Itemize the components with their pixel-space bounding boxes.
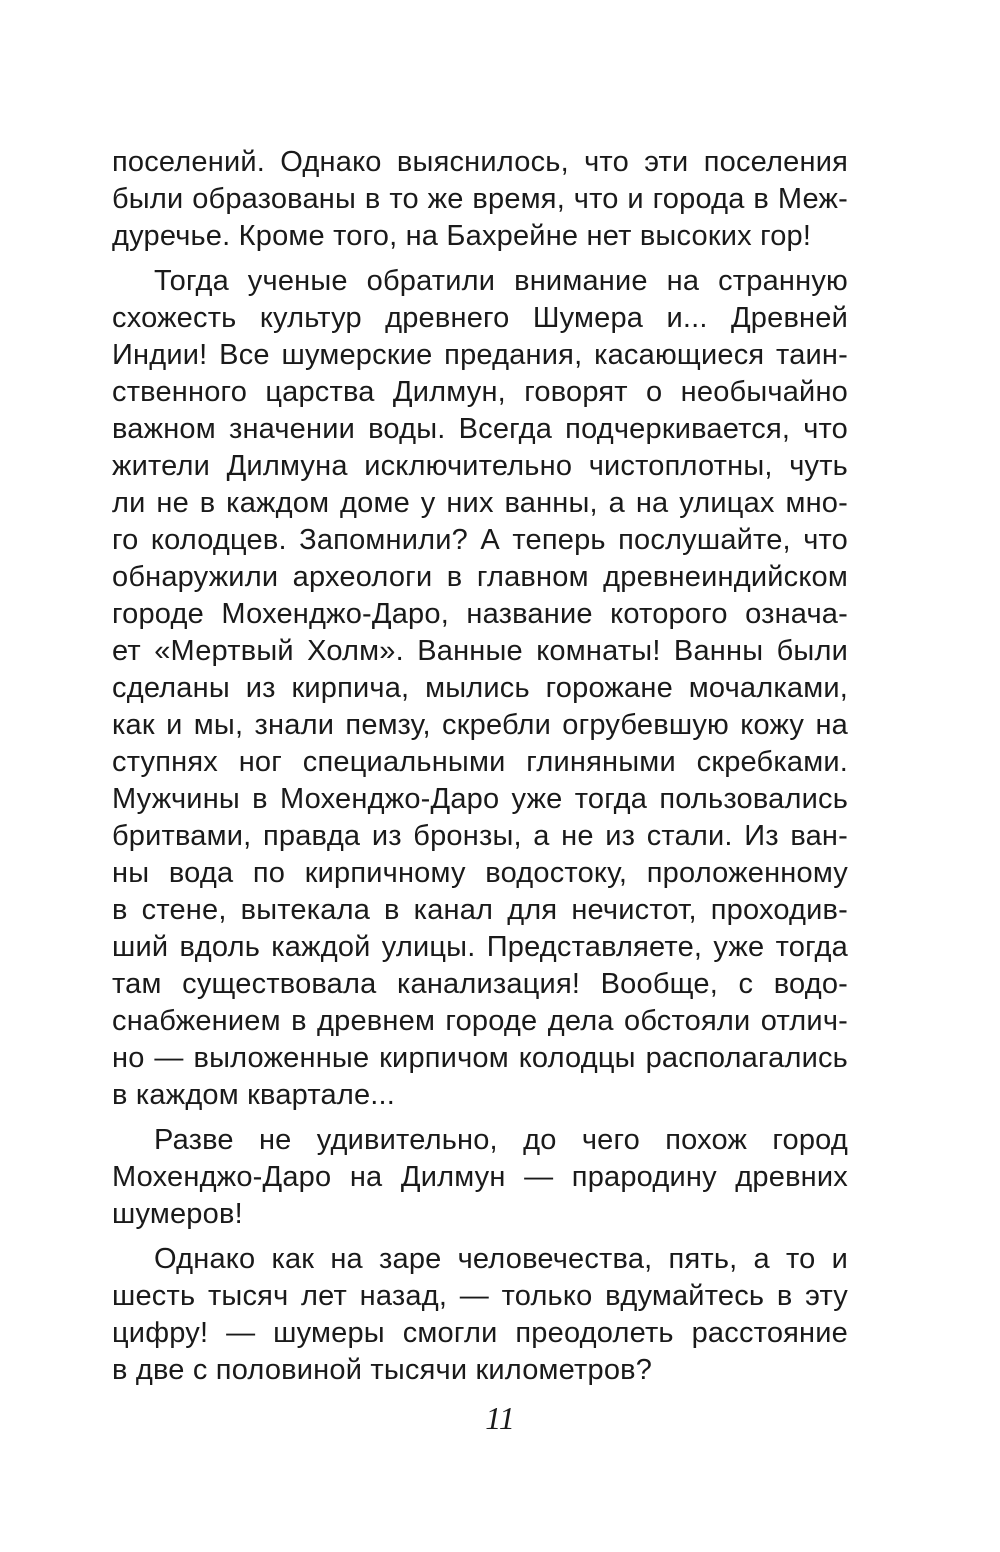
text-line: в стене, вытекала в канал для нечистот, проходив- (112, 894, 848, 926)
body-text (112, 144, 848, 1389)
text-line: ет «Мертвый Холм». Ванные комнаты! Ванны были (112, 635, 848, 667)
text-line: шумеров! (112, 1198, 243, 1230)
paragraph-gap (112, 1233, 848, 1241)
text-line: го колодцев. Запомнили? А теперь послушайте, что (112, 524, 848, 556)
text-line: обнаружили археологи в главном древнеиндийском (112, 561, 848, 593)
text-line: бритвами, правда из бронзы, а не из стали. Из ван- (112, 820, 848, 852)
paragraph-gap (112, 255, 848, 263)
text-line: в две с половиной тысячи километров? (112, 1354, 653, 1386)
text-line: цифру! — шумеры смогли преодолеть расстояние (112, 1317, 848, 1349)
paragraph-1 (112, 144, 848, 255)
text-line: схожесть культур древнего Шумера и... Древней (112, 302, 848, 334)
paragraph-2 (112, 263, 848, 1114)
text-line: были образованы в то же время, что и города в Меж- (112, 183, 848, 215)
text-line: ли не в каждом доме у них ванны, а на улицах мно- (112, 487, 848, 519)
text-line: в каждом квартале... (112, 1079, 396, 1111)
text-line: сделаны из кирпича, мылись горожане мочалками, (112, 672, 848, 704)
text-line: Тогда ученые обратили внимание на странную (154, 265, 848, 297)
text-line: ственного царства Дилмун, говорят о необычайно (112, 376, 848, 408)
text-line: дуречье. Кроме того, на Бахрейне нет высоких гор! (112, 220, 812, 252)
text-line: ны вода по кирпичному водостоку, проложенному (112, 857, 848, 889)
paragraph-gap (112, 1114, 848, 1122)
text-line: Разве не удивительно, до чего похож город (154, 1124, 848, 1156)
text-line: Однако как на заре человечества, пять, а то и (154, 1243, 848, 1275)
text-line: поселений. Однако выяснилось, что эти поселения (112, 146, 848, 178)
text-line: Мохенджо-Даро на Дилмун — прародину древних (112, 1161, 848, 1193)
text-line: ший вдоль каждой улицы. Представляете, уже тогда (112, 931, 848, 963)
text-line: но — выложенные кирпичом колодцы располагались (112, 1042, 848, 1074)
text-line: ступнях ног специальными глиняными скребками. (112, 746, 848, 778)
text-line: шесть тысяч лет назад, — только вдумайтесь в эту (112, 1280, 848, 1312)
paragraph-4 (112, 1241, 848, 1389)
text-line: там существовала канализация! Вообще, с водо- (112, 968, 848, 1000)
text-line: Мужчины в Мохенджо-Даро уже тогда пользовались (112, 783, 848, 815)
text-line: как и мы, знали пемзу, скребли огрубевшую кожу на (112, 709, 848, 741)
page-number: 11 (485, 1400, 515, 1436)
text-line: Индии! Все шумерские предания, касающиеся таин- (112, 339, 848, 371)
text-line: жители Дилмуна исключительно чистоплотны, чуть (112, 450, 848, 482)
text-line: снабжением в древнем городе дела обстояли отлич- (112, 1005, 848, 1037)
text-line: важном значении воды. Всегда подчеркивается, что (112, 413, 848, 445)
text-line: городе Мохенджо-Даро, название которого означа- (112, 598, 848, 630)
paragraph-3 (112, 1122, 848, 1233)
